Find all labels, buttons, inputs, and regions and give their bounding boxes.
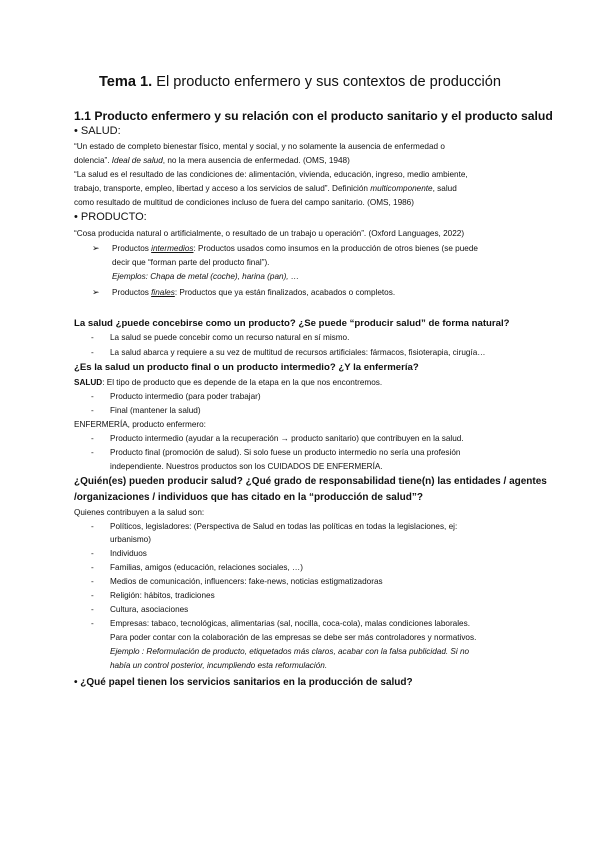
dash-bullet: - [91,605,94,614]
question-4: • ¿Qué papel tienen los servicios sanitarios en la producción de salud? [74,677,413,688]
question-3-line1: ¿Quién(es) pueden producir salud? ¿Qué grado de responsabilidad tiene(n) las entidades / agentes [74,476,547,487]
list-item: Políticos, legisladores: (Perspectiva de Salud en todas las políticas en todas la legislaciones, ej: [110,522,458,531]
list-item: Individuos [110,549,147,558]
salud-type-line: SALUD: El tipo de producto que es depende de la etapa en la que nos encontremos. [74,378,383,387]
salud-def2-line2: trabajo, transporte, empleo, libertad y acceso a los servicios de salud”. Definición multicomponente, salud [74,184,457,193]
list-item: Producto intermedio (ayudar a la recuperación → producto sanitario) que contribuyen en la salud. [110,434,464,443]
dash-bullet: - [91,549,94,558]
dash-bullet: - [91,591,94,600]
dash-bullet: - [91,563,94,572]
contributors-label: Quienes contribuyen a la salud son: [74,508,205,517]
dash-bullet: - [91,619,94,628]
enfermeria-label: ENFERMERÍA, producto enfermero: [74,420,206,429]
dash-bullet: - [91,406,94,415]
salud-def1-line2: dolencia”. Ideal de salud, no la mera ausencia de enfermedad. (OMS, 1948) [74,156,350,165]
dash-bullet: - [91,577,94,586]
dash-bullet: - [91,434,94,443]
list-item: Cultura, asociaciones [110,605,189,614]
dash-bullet: - [91,348,94,357]
list-item-continuation: urbanismo) [110,535,151,544]
salud-def2-line3: como resultado de multitud de condiciones incluso de fuera del campo sanitario. (OMS, 1986) [74,198,414,207]
salud-def1-line1: “Un estado de completo bienestar físico, mental y social, y no solamente la ausencia de enfermedad o [74,142,445,151]
list-item: La salud abarca y requiere a su vez de multitud de recursos artificiales: fármacos, fisioterapia, cirugía… [110,348,486,357]
dash-bullet: - [91,448,94,457]
list-item: Religión: hábitos, tradiciones [110,591,215,600]
salud-label: • SALUD: [74,125,121,137]
list-item: Medios de comunicación, influencers: fake-news, noticias estigmatizadoras [110,577,383,586]
producto-intermedios: Productos intermedios: Productos usados como insumos en la producción de otros bienes (se puede [112,244,478,253]
list-item: Producto final (promoción de salud). Si solo fuese un producto intermedio no sería una profesión [110,448,461,457]
dash-bullet: - [91,333,94,342]
arrow-bullet-icon: ➢ [92,287,100,297]
dash-bullet: - [91,392,94,401]
dash-bullet: - [91,522,94,531]
title-number: Tema 1. [98,74,153,90]
list-item: Final (mantener la salud) [110,406,201,415]
producto-finales: Productos finales: Productos que ya están finalizados, acabados o completos. [112,288,396,297]
question-3-line2: /organizaciones / individuos que has citado en la “producción de salud”? [74,492,423,503]
salud-def2-line1: “La salud es el resultado de las condiciones de: alimentación, vivienda, educación, ingreso, medio ambiente, [74,170,468,179]
producto-def: “Cosa producida natural o artificialmente, o resultado de un trabajo u operación”. (Oxford Languages, 2022) [74,229,465,238]
arrow-bullet-icon: ➢ [92,243,100,253]
question-1: La salud ¿puede concebirse como un producto? ¿Se puede “producir salud” de forma natural? [74,318,510,329]
list-item: Producto intermedio (para poder trabajar) [110,392,261,401]
question-2: ¿Es la salud un producto final o un producto intermedio? ¿Y la enfermería? [74,362,419,373]
list-item-continuation: independiente. Nuestros productos son los CUIDADOS DE ENFERMERÍA. [110,462,383,471]
producto-intermedios-line2: decir que “forman parte del producto final”). [112,258,270,267]
list-item: Familias, amigos (educación, relaciones sociales, …) [110,563,303,572]
producto-intermedios-example: Ejemplos: Chapa de metal (coche), harina (pan), … [112,272,300,281]
example-line1: Ejemplo : Reformulación de producto, etiquetados más claros, acabar con la falsa publicidad. Si no [110,647,470,656]
title-text: El producto enfermero y sus contextos de producción [152,74,502,90]
producto-label: • PRODUCTO: [74,211,147,223]
page-title [0,74,600,90]
list-item-continuation: Para poder contar con la colaboración de las empresas se debe ser más controladores y normativos. [110,633,477,642]
example-line2: había un control posterior, incumpliendo esta reformulación. [110,661,328,670]
list-item: La salud se puede concebir como un recurso natural en sí mismo. [110,333,350,342]
list-item: Empresas: tabaco, tecnológicas, alimentarias (sal, nocilla, coca-cola), malas condiciones laborales. [110,619,470,628]
section-heading: 1.1 Producto enfermero y su relación con el producto sanitario y el producto salud [74,109,553,123]
